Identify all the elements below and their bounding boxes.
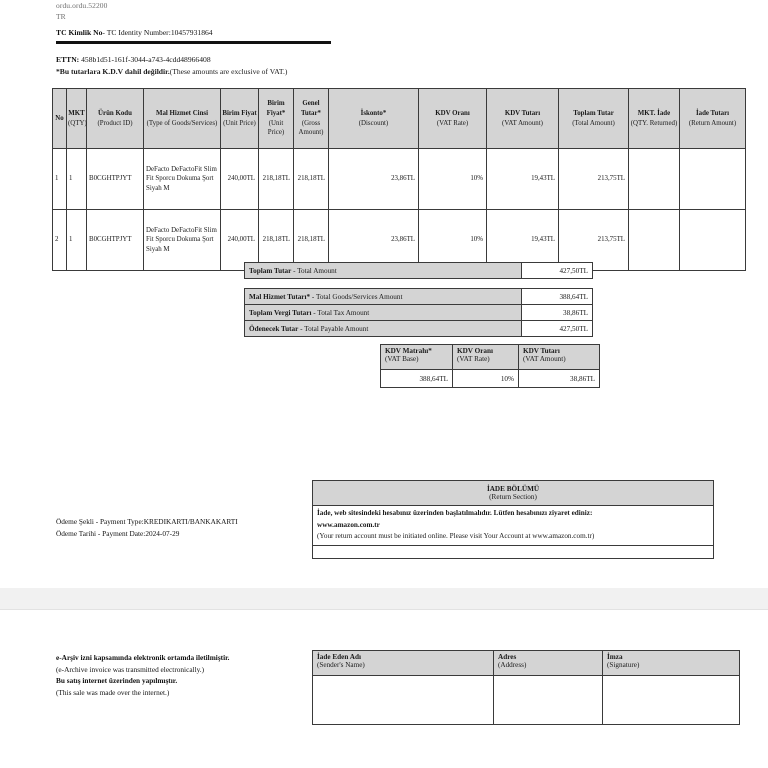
cell-unit-price-net: 218,18TL bbox=[259, 210, 294, 271]
signature-col-address-tr: Adres bbox=[498, 653, 517, 661]
items-table-header-row bbox=[53, 89, 746, 149]
totals-label-payable-amount-tr: Ödenecek Tutar bbox=[249, 324, 299, 333]
col-header-description-tr: Mal Hizmet Cinsi bbox=[155, 109, 209, 117]
signature-header-row bbox=[313, 651, 740, 676]
address-country-line: TR bbox=[56, 12, 66, 21]
col-header-gross-amount-en: (Gross Amount) bbox=[298, 119, 324, 137]
vat-col-amount-tr: KDV Tutarı bbox=[523, 347, 560, 355]
totals-value-total-amount: 427,50TL bbox=[522, 263, 593, 279]
signature-col-sender-name-tr: İade Eden Adı bbox=[317, 653, 361, 661]
col-header-gross-amount-tr: Genel Tutar* bbox=[300, 100, 322, 117]
col-header-vat-rate-en: (VAT Rate) bbox=[436, 119, 469, 127]
vat-col-base-en: (VAT Base) bbox=[385, 355, 419, 363]
col-header-vat-amount-tr: KDV Tutarı bbox=[504, 109, 541, 117]
col-header-total-amount-en: (Total Amount) bbox=[572, 119, 615, 127]
cell-qty-returned bbox=[629, 210, 680, 271]
totals-value-payable-amount: 427,50TL bbox=[522, 321, 593, 337]
return-section-title bbox=[313, 481, 714, 506]
cell-vat-rate: 10% bbox=[419, 210, 487, 271]
vat-col-base bbox=[381, 345, 453, 370]
signature-col-sender-name-en: (Sender's Name) bbox=[317, 661, 365, 669]
vat-summary-header-row bbox=[381, 345, 600, 370]
vat-note-tr: *Bu tutarlara K.D.V dahil değildir. bbox=[56, 67, 170, 76]
vat-note-en: (These amounts are exclusive of VAT.) bbox=[169, 67, 288, 76]
col-header-description-en: (Type of Goods/Services) bbox=[146, 119, 218, 127]
vat-col-rate-tr: KDV Oranı bbox=[457, 347, 494, 355]
vat-col-rate bbox=[453, 345, 519, 370]
header-block bbox=[56, 0, 716, 39]
payment-type-line: Ödeme Şekli - Payment Type:KREDIKARTI/BANKAKARTI bbox=[56, 517, 238, 526]
totals-label-tax-amount-en: - Total Tax Amount bbox=[311, 308, 370, 317]
col-header-unit-price-en: (Unit Price) bbox=[223, 119, 256, 127]
cell-unit-price-net: 218,18TL bbox=[259, 149, 294, 210]
col-header-discount bbox=[329, 89, 419, 149]
cell-return-amount bbox=[680, 210, 746, 271]
col-header-no bbox=[53, 89, 67, 149]
totals-label-total-amount-tr: Toplam Tutar bbox=[249, 266, 292, 275]
totals-summary-primary bbox=[244, 262, 593, 279]
col-header-vat-amount bbox=[487, 89, 559, 149]
col-header-return-amount-en: (Return Amount) bbox=[688, 119, 737, 127]
totals-label-payable-amount bbox=[245, 321, 522, 337]
col-header-product-id bbox=[87, 89, 144, 149]
col-header-description bbox=[144, 89, 221, 149]
totals-row-goods-amount bbox=[245, 289, 593, 305]
totals-value-goods-amount: 388,64TL bbox=[522, 289, 593, 305]
cell-vat-rate: 10% bbox=[419, 149, 487, 210]
col-header-vat-rate-tr: KDV Oranı bbox=[435, 109, 470, 117]
page-break-line-bottom bbox=[0, 609, 768, 610]
totals-value-tax-amount: 38,86TL bbox=[522, 305, 593, 321]
cell-product-id: B0CGHTPJYT bbox=[87, 149, 144, 210]
internet-sale-note-tr: Bu satış internet üzerinden yapılmıştır. bbox=[56, 676, 178, 685]
col-header-total-amount-tr: Toplam Tutar bbox=[573, 109, 614, 117]
totals-label-goods-amount bbox=[245, 289, 522, 305]
col-header-discount-tr: İskonto* bbox=[360, 109, 387, 117]
ettn-value: 458b1d51-161f-3044-a743-4cdd48966408 bbox=[81, 55, 211, 64]
signature-field-address[interactable] bbox=[494, 676, 603, 725]
col-header-discount-en: (Discount) bbox=[358, 119, 389, 127]
cell-total-amount: 213,75TL bbox=[559, 149, 629, 210]
cell-discount: 23,86TL bbox=[329, 149, 419, 210]
sender-signature-table bbox=[312, 650, 740, 725]
col-header-unit-price-tr: Birim Fiyat bbox=[222, 109, 257, 117]
cell-discount: 23,86TL bbox=[329, 210, 419, 271]
signature-field-sender-name[interactable] bbox=[313, 676, 494, 725]
cell-qty-returned bbox=[629, 149, 680, 210]
table-row bbox=[53, 149, 746, 210]
totals-label-tax-amount bbox=[245, 305, 522, 321]
signature-col-signature-tr: İmza bbox=[607, 653, 623, 661]
cell-vat-amount: 19,43TL bbox=[487, 210, 559, 271]
col-header-no-tr: No bbox=[55, 114, 64, 122]
cell-qty: 1 bbox=[67, 149, 87, 210]
return-instruction-tr: İade, web sitesindeki hesabınız üzerinden başlatılmalıdır. Lütfen hesabınızı ziyaret ediniz: bbox=[317, 509, 593, 517]
cell-no: 2 bbox=[53, 210, 67, 271]
col-header-total-amount bbox=[559, 89, 629, 149]
tc-identity-value: - TC Identity Number:10457931864 bbox=[102, 28, 213, 37]
return-section-title-tr: İADE BÖLÜMÜ bbox=[486, 485, 540, 493]
cell-description: DeFacto DeFactoFit Slim Fit Sporcu Dokuma Şort Siyah M bbox=[144, 149, 221, 210]
earchive-note-en: (e-Archive invoice was transmitted electronically.) bbox=[56, 664, 205, 674]
totals-label-goods-amount-en: - Total Goods/Services Amount bbox=[310, 292, 403, 301]
return-section-table bbox=[312, 480, 714, 559]
col-header-qty-tr: MKT bbox=[68, 109, 85, 117]
totals-label-tax-amount-tr: Toplam Vergi Tutarı bbox=[249, 308, 312, 317]
vat-summary-data-row bbox=[381, 370, 600, 388]
col-header-qty-returned bbox=[629, 89, 680, 149]
return-section-stub-row bbox=[313, 545, 714, 558]
col-header-unit-price-net-tr: Birim Fiyat* bbox=[266, 100, 286, 117]
return-section-body bbox=[313, 506, 714, 546]
totals-summary-secondary bbox=[244, 288, 593, 337]
cell-unit-price: 240,00TL bbox=[221, 210, 259, 271]
cell-description: DeFacto DeFactoFit Slim Fit Sporcu Dokuma Şort Siyah M bbox=[144, 210, 221, 271]
tc-identity-label: TC Kimlik No bbox=[56, 28, 103, 37]
vat-col-amount bbox=[519, 345, 600, 370]
return-url[interactable]: www.amazon.com.tr bbox=[317, 520, 380, 529]
col-header-unit-price bbox=[221, 89, 259, 149]
cell-qty: 1 bbox=[67, 210, 87, 271]
tc-identity-row bbox=[56, 27, 716, 39]
vat-value-base: 388,64TL bbox=[381, 370, 453, 388]
totals-label-total-amount bbox=[245, 263, 522, 279]
totals-row-total-amount bbox=[245, 263, 593, 279]
cell-gross-amount: 218,18TL bbox=[294, 149, 329, 210]
payment-date-line: Ödeme Tarihi - Payment Date:2024-07-29 bbox=[56, 529, 180, 538]
cell-no: 1 bbox=[53, 149, 67, 210]
totals-row-payable-amount bbox=[245, 321, 593, 337]
totals-label-total-amount-en: - Total Amount bbox=[291, 266, 337, 275]
return-section-body-row bbox=[313, 506, 714, 546]
vat-value-rate: 10% bbox=[453, 370, 519, 388]
col-header-qty-returned-tr: MKT. İade bbox=[637, 109, 671, 117]
totals-label-payable-amount-en: - Total Payable Amount bbox=[298, 324, 369, 333]
cell-return-amount bbox=[680, 149, 746, 210]
return-section-title-en: (Return Section) bbox=[489, 493, 537, 501]
signature-col-address-en: (Address) bbox=[498, 661, 527, 669]
payment-info-block bbox=[56, 516, 238, 540]
page-break-gap bbox=[0, 588, 768, 610]
vat-col-amount-en: (VAT Amount) bbox=[523, 355, 566, 363]
signature-field-signature[interactable] bbox=[603, 676, 740, 725]
col-header-qty bbox=[67, 89, 87, 149]
totals-label-goods-amount-tr: Mal Hizmet Tutarı* bbox=[249, 292, 311, 301]
return-section-stub bbox=[313, 545, 714, 558]
col-header-vat-amount-en: (VAT Amount) bbox=[502, 119, 543, 127]
signature-col-address bbox=[494, 651, 603, 676]
return-section-header-row bbox=[313, 481, 714, 506]
vat-value-amount: 38,86TL bbox=[519, 370, 600, 388]
cell-unit-price: 240,00TL bbox=[221, 149, 259, 210]
col-header-unit-price-net-en: (Unit Price) bbox=[267, 119, 285, 137]
col-header-return-amount-tr: İade Tutarı bbox=[695, 109, 730, 117]
cell-vat-amount: 19,43TL bbox=[487, 149, 559, 210]
earchive-note-tr: e-Arşiv izni kapsamında elektronik ortamda iletilmiştir. bbox=[56, 653, 230, 662]
col-header-qty-returned-en: (QTY. Returned) bbox=[630, 119, 678, 127]
totals-row-tax-amount bbox=[245, 305, 593, 321]
vat-exclusive-note bbox=[56, 66, 716, 78]
ettn-label: ETTN: bbox=[56, 55, 80, 64]
vat-col-base-tr: KDV Matrahı* bbox=[385, 347, 432, 355]
address-city-line: ordu.ordu.52200 bbox=[56, 1, 108, 10]
cell-total-amount: 213,75TL bbox=[559, 210, 629, 271]
cell-product-id: B0CGHTPJYT bbox=[87, 210, 144, 271]
internet-sale-note-en: (This sale was made over the internet.) bbox=[56, 687, 170, 697]
vat-col-rate-en: (VAT Rate) bbox=[457, 355, 490, 363]
signature-col-sender-name bbox=[313, 651, 494, 676]
vat-summary-table bbox=[380, 344, 600, 388]
cell-gross-amount: 218,18TL bbox=[294, 210, 329, 271]
signature-col-signature bbox=[603, 651, 740, 676]
header-divider bbox=[56, 41, 331, 44]
col-header-unit-price-net bbox=[259, 89, 294, 149]
col-header-product-id-tr: Ürün Kodu bbox=[98, 109, 132, 117]
col-header-gross-amount bbox=[294, 89, 329, 149]
signature-col-signature-en: (Signature) bbox=[607, 661, 640, 669]
footer-notes-block bbox=[56, 652, 306, 698]
col-header-vat-rate bbox=[419, 89, 487, 149]
ettn-block bbox=[56, 54, 716, 78]
return-instruction-en: (Your return account must be initiated online. Please visit Your Account at www.amazon.com.tr) bbox=[317, 532, 595, 540]
signature-input-row bbox=[313, 676, 740, 725]
col-header-qty-en: (QTY) bbox=[68, 119, 87, 127]
col-header-product-id-en: (Product ID) bbox=[97, 119, 133, 127]
ettn-row bbox=[56, 54, 716, 66]
col-header-return-amount bbox=[680, 89, 746, 149]
invoice-items-table bbox=[52, 88, 746, 271]
